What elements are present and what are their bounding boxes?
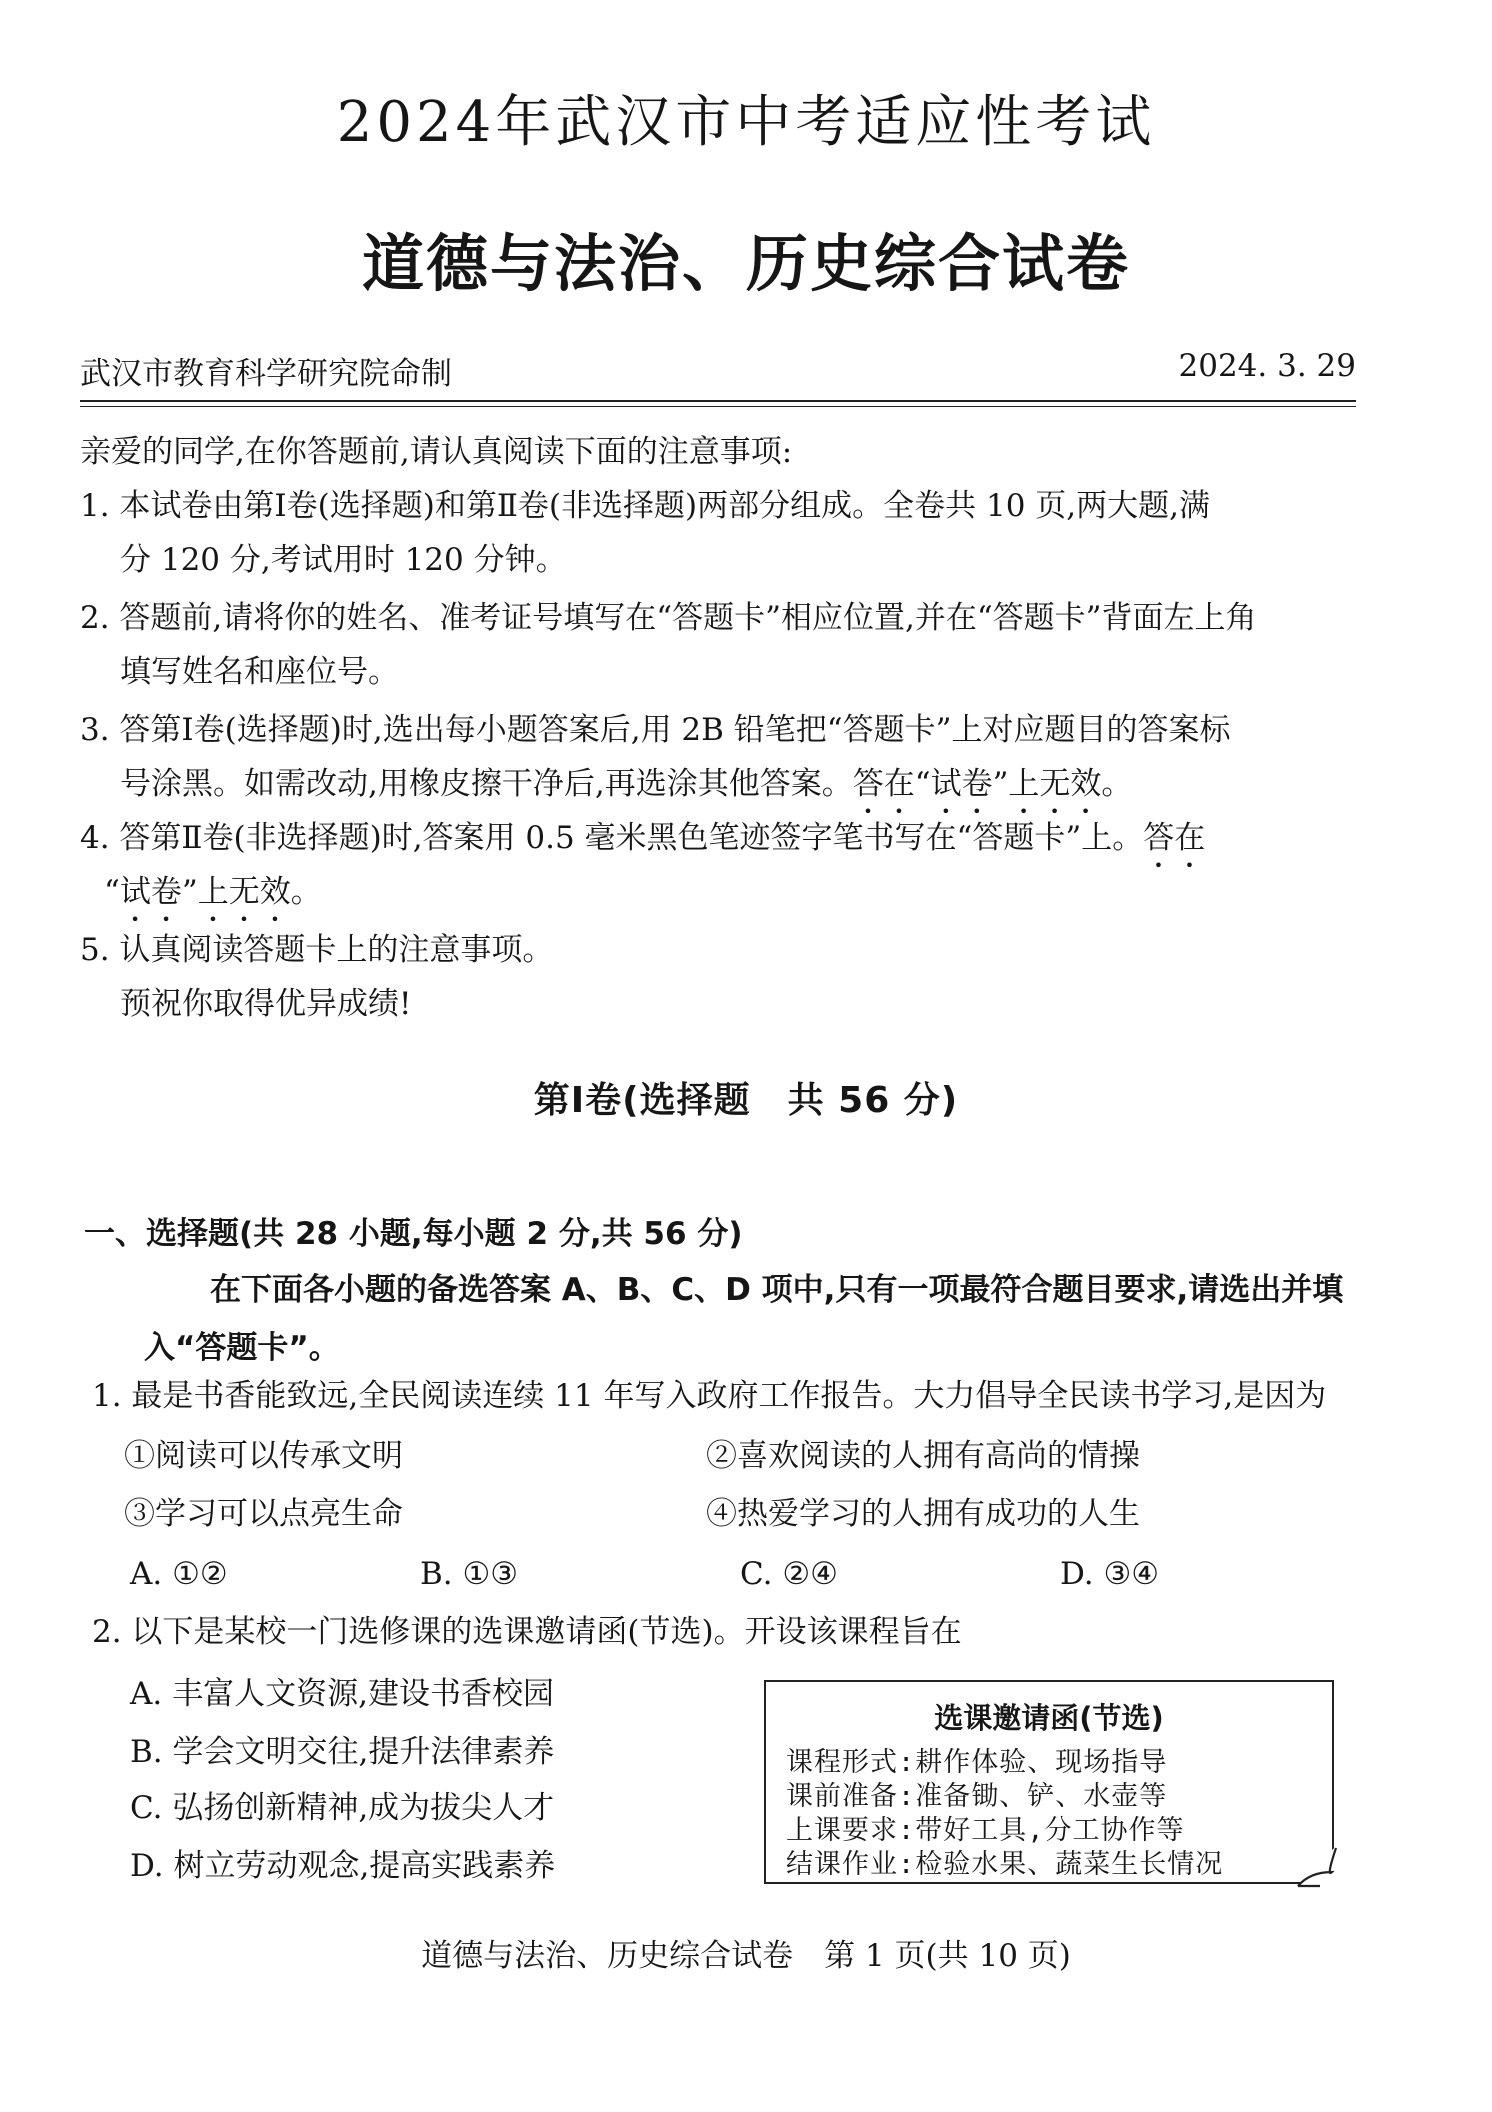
question-1-statement-2: ②喜欢阅读的人拥有高尚的情操 (706, 1438, 1140, 1474)
notice-item-1-line-2: 分 120 分,考试用时 120 分钟。 (120, 542, 567, 578)
notice-intro: 亲爱的同学,在你答题前,请认真阅读下面的注意事项: (80, 434, 793, 470)
notice-item-3-line-2 (120, 766, 1132, 821)
question-1-option-a: A. ①② (130, 1556, 228, 1592)
question-2-option-c: C. 弘扬创新精神,成为拔尖人才 (130, 1790, 555, 1826)
question-2-option-d: D. 树立劳动观念,提高实践素养 (130, 1848, 556, 1884)
question-2-stem: 2. 以下是某校一门选修课的选课邀请函(节选)。开设该课程旨在 (92, 1614, 962, 1650)
notice-item-4-text: 4. 答第Ⅱ卷(非选择题)时,答案用 0.5 毫米黑色笔迹签字笔书写在“答题卡”上。 (80, 820, 1144, 856)
invitation-line-2: 课前准备:准备锄、铲、水壶等 (786, 1781, 1168, 1812)
instruction-line-1: 在下面各小题的备选答案 A、B、C、D 项中,只有一项最符合题目要求,请选出并填 (210, 1272, 1344, 1308)
question-1-option-b: B. ①③ (420, 1556, 519, 1592)
question-1-statement-3: ③学习可以点亮生命 (124, 1496, 403, 1532)
question-1-stem: 1. 最是书香能致远,全民阅读连续 11 年写入政府工作报告。大力倡导全民读书学习,是因为 (92, 1378, 1327, 1414)
section-heading: 第Ⅰ卷(选择题 共 56 分) (533, 1080, 959, 1121)
exam-date: 2024. 3. 29 (1178, 348, 1356, 384)
notice-item-3-emphasis: 答在“试卷”上无效。 (852, 766, 1133, 802)
page-footer: 道德与法治、历史综合试卷 第 1 页(共 10 页) (421, 1938, 1071, 1974)
question-1-option-c: C. ②④ (740, 1556, 838, 1592)
paper-title: 道德与法治、历史综合试卷 (361, 227, 1130, 300)
invitation-line-3: 上课要求:带好工具,分工协作等 (786, 1815, 1185, 1846)
question-2-option-b: B. 学会文明交往,提升法律素养 (130, 1734, 555, 1770)
notice-item-3-line-1: 3. 答第Ⅰ卷(选择题)时,选出每小题答案后,用 2B 铅笔把“答题卡”上对应题目的答案标 (80, 712, 1231, 748)
question-1-statement-1: ①阅读可以传承文明 (124, 1438, 403, 1474)
exam-title: 2024年武汉市中考适应性考试 (336, 90, 1156, 155)
notice-item-4-emphasis-b: “试卷”上无效。 (104, 874, 322, 910)
notice-item-2-line-2: 填写姓名和座位号。 (120, 654, 399, 690)
notice-item-3-text: 号涂黑。如需改动,用橡皮擦干净后,再选涂其他答案。 (120, 766, 853, 802)
invitation-line-4: 结课作业:检验水果、蔬菜生长情况 (786, 1849, 1224, 1880)
notice-item-2-line-1: 2. 答题前,请将你的姓名、准考证号填写在“答题卡”相应位置,并在“答题卡”背面左上角 (80, 600, 1257, 636)
notice-item-4-line-2 (104, 874, 322, 929)
part-heading: 一、选择题(共 28 小题,每小题 2 分,共 56 分) (84, 1216, 743, 1252)
invitation-line-1: 课程形式:耕作体验、现场指导 (786, 1747, 1168, 1778)
header-rule-thick (80, 400, 1356, 402)
instruction-line-2: 入“答题卡”。 (144, 1330, 340, 1366)
invitation-box (764, 1680, 1334, 1884)
notice-item-5: 5. 认真阅读答题卡上的注意事项。 (80, 932, 554, 968)
notice-item-4-emphasis-a: 答在 (1143, 820, 1206, 856)
invitation-title: 选课邀请函(节选) (934, 1701, 1164, 1735)
page-curl-icon (1296, 1842, 1340, 1888)
notice-wish: 预祝你取得优异成绩! (120, 986, 412, 1022)
question-1-option-d: D. ③④ (1060, 1556, 1160, 1592)
notice-item-1-line-1: 1. 本试卷由第Ⅰ卷(选择题)和第Ⅱ卷(非选择题)两部分组成。全卷共 10 页,两大题,满 (80, 488, 1210, 524)
header-rule-thin (80, 406, 1356, 407)
question-1-statement-4: ④热爱学习的人拥有成功的人生 (706, 1496, 1140, 1532)
notice-item-4-line-1 (80, 820, 1205, 875)
question-2-option-a: A. 丰富人文资源,建设书香校园 (130, 1676, 554, 1712)
organizer: 武汉市教育科学研究院命制 (80, 356, 452, 392)
